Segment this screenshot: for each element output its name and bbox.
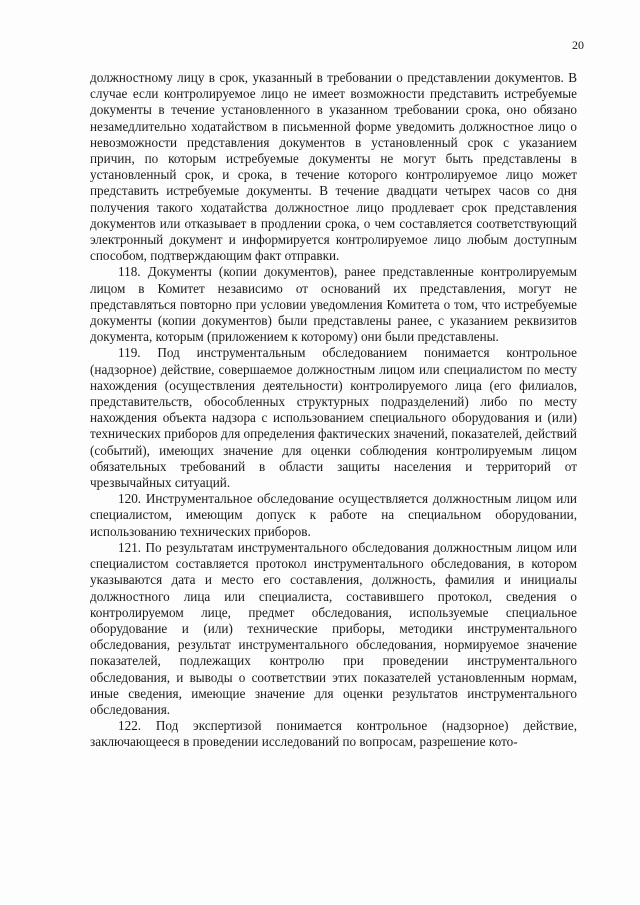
page-number: 20 xyxy=(572,38,584,52)
paragraph-118: 118. Документы (копии документов), ранее представленные контролируемым лицом в Комитет независимо от оснований их представления, могут не представляться повторно при условии уведомления Комитета о том, что истребуемые документы (копии документов) были представлены ранее, с указанием реквизитов документа, которым (приложением к которому) они были представлены. xyxy=(90,264,577,345)
paragraph-122: 122. Под экспертизой понимается контрольное (надзорное) действие, заключающееся в проведении исследований по вопросам, разрешение кото- xyxy=(90,718,577,750)
paragraph-120: 120. Инструментальное обследование осуществляется должностным лицом или специалистом, имеющим допуск к работе на специальном оборудовании, использованию технических приборов. xyxy=(90,491,577,539)
paragraph-continuation: должностному лицу в срок, указанный в требовании о представлении документов. В случае если контролируемое лицо не имеет возможности представить истребуемые документы в течение установленного в указанном требовании срока, оно обязано незамедлительно ходатайством в письменной форме уведомить должностное лицо о невозможности представления документов в установленный срок с указанием причин, по которым истребуемые документы не могут быть представлены в установленный срок, и срока, в течение которого контролируемое лицо может представить истребуемые документы. В течение двадцати четырех часов со дня получения такого ходатайства должностное лицо продлевает срок представления документов или отказывает в продлении срока, о чем составляется соответствующий электронный документ и информируется контролируемое лицо любым доступным способом, подтверждающим факт отправки. xyxy=(90,70,577,264)
paragraph-119: 119. Под инструментальным обследованием понимается контрольное (надзорное) действие, совершаемое должностным лицом или специалистом по месту нахождения (осуществления деятельности) контролируемого лица (его филиалов, представительств, обособленных структурных подразделений) либо по месту нахождения объекта надзора с использованием специального оборудования и (или) технических приборов для определения фактических значений, показателей, действий (событий), имеющих значение для оценки соблюдения контролируемым лицом обязательных требований в области защиты населения и территорий от чрезвычайных ситуаций. xyxy=(90,345,577,491)
document-body xyxy=(90,70,577,751)
paragraph-121: 121. По результатам инструментального обследования должностным лицом или специалистом составляется протокол инструментального обследования, в котором указываются дата и место его составления, должность, фамилия и инициалы должностного лица или специалиста, составившего протокол, сведения о контролируемом лице, предмет обследования, используемые специальное оборудование и (или) технические приборы, методики инструментального обследования, результат инструментального обследования, нормируемое значение показателей, подлежащих контролю при проведении инструментального обследования, и выводы о соответствии этих показателей установленным нормам, иные сведения, имеющие значение для оценки результатов инструментального обследования. xyxy=(90,539,577,717)
